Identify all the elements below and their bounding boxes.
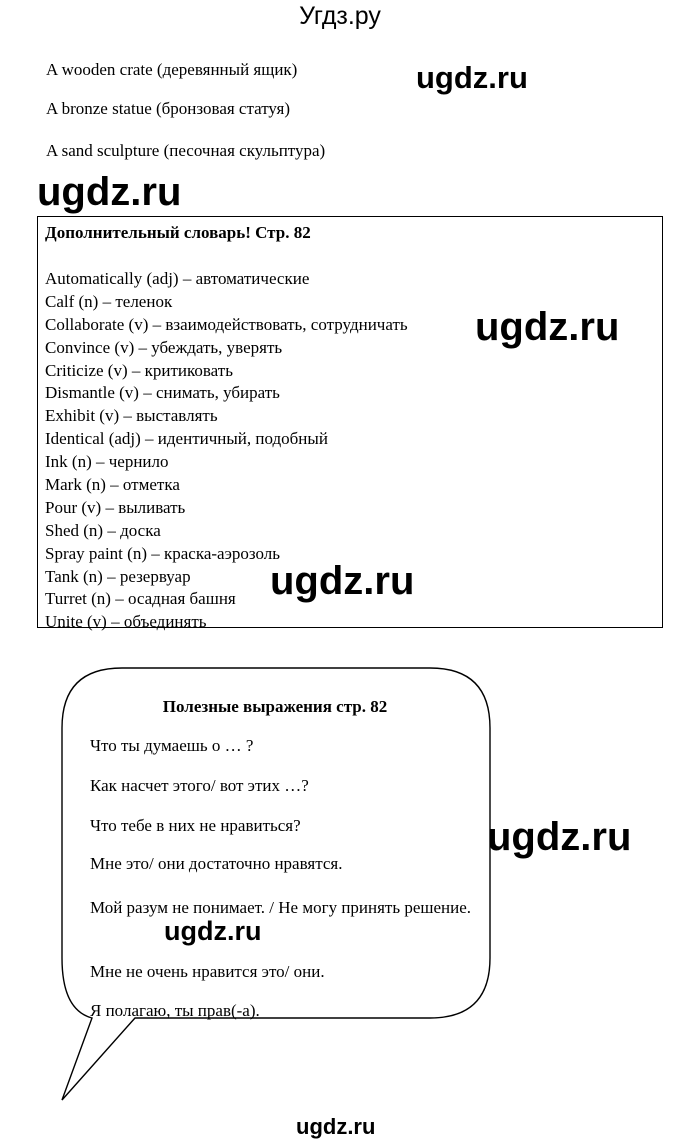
vocabulary-item: Mark (n) – отметка bbox=[45, 475, 180, 495]
vocabulary-item: Automatically (adj) – автоматические bbox=[45, 269, 310, 288]
watermark: ugdz.ru bbox=[475, 305, 620, 349]
phrase-item: Мой разум не понимает. / Не могу принять решение. bbox=[90, 898, 472, 917]
vocabulary-item: Identical (adj) – идентичный, подобный bbox=[45, 429, 328, 449]
vocabulary-item: Spray paint (n) – краска-аэрозоль bbox=[45, 543, 281, 563]
watermark: ugdz.ru bbox=[164, 916, 262, 946]
phrase-item: Мне не очень нравится это/ они. bbox=[90, 962, 325, 981]
vocabulary-item: Pour (v) – выливать bbox=[45, 497, 186, 517]
phrase-item: Я полагаю, ты прав(-а). bbox=[90, 1001, 260, 1020]
phrase-item: Мне это/ они достаточно нравятся. bbox=[90, 854, 343, 873]
example-bronze-statue: A bronze statue (бронзовая статуя) bbox=[46, 99, 290, 118]
vocabulary-item: Criticize (v) – критиковать bbox=[45, 360, 233, 380]
site-title: Угдз.ру bbox=[299, 2, 381, 30]
vocabulary-item: Shed (n) – доска bbox=[45, 520, 161, 540]
phrase-item: Что ты думаешь о … ? bbox=[90, 736, 254, 755]
vocabulary-item: Ink (n) – чернило bbox=[45, 452, 169, 472]
vocabulary-item: Tank (n) – резервуар bbox=[45, 566, 191, 586]
vocabulary-item: Dismantle (v) – снимать, убирать bbox=[45, 383, 280, 403]
phrases-heading: Полезные выражения стр. 82 bbox=[162, 697, 388, 716]
watermark: ugdz.ru bbox=[296, 1114, 376, 1139]
vocabulary-item: Unite (v) – объединять bbox=[45, 612, 207, 632]
vocabulary-item: Convince (v) – убеждать, уверять bbox=[45, 337, 283, 357]
watermark: ugdz.ru bbox=[416, 60, 528, 95]
vocabulary-item: Turret (n) – осадная башня bbox=[45, 589, 236, 609]
phrase-item: Как насчет этого/ вот этих …? bbox=[90, 776, 309, 795]
vocabulary-item: Collaborate (v) – взаимодействовать, сотрудничать bbox=[45, 314, 408, 334]
example-wooden-crate: A wooden crate (деревянный ящик) bbox=[46, 60, 298, 79]
watermark: ugdz.ru bbox=[37, 170, 182, 214]
watermark: ugdz.ru bbox=[270, 559, 415, 603]
phrase-item: Что тебе в них не нравиться? bbox=[90, 816, 301, 835]
example-sand-sculpture: A sand sculpture (песочная скульптура) bbox=[46, 141, 326, 160]
watermark: ugdz.ru bbox=[487, 815, 632, 859]
vocabulary-heading: Дополнительный словарь! Стр. 82 bbox=[45, 223, 311, 242]
vocabulary-item: Calf (n) – теленок bbox=[45, 291, 173, 311]
vocabulary-item: Exhibit (v) – выставлять bbox=[45, 406, 218, 426]
